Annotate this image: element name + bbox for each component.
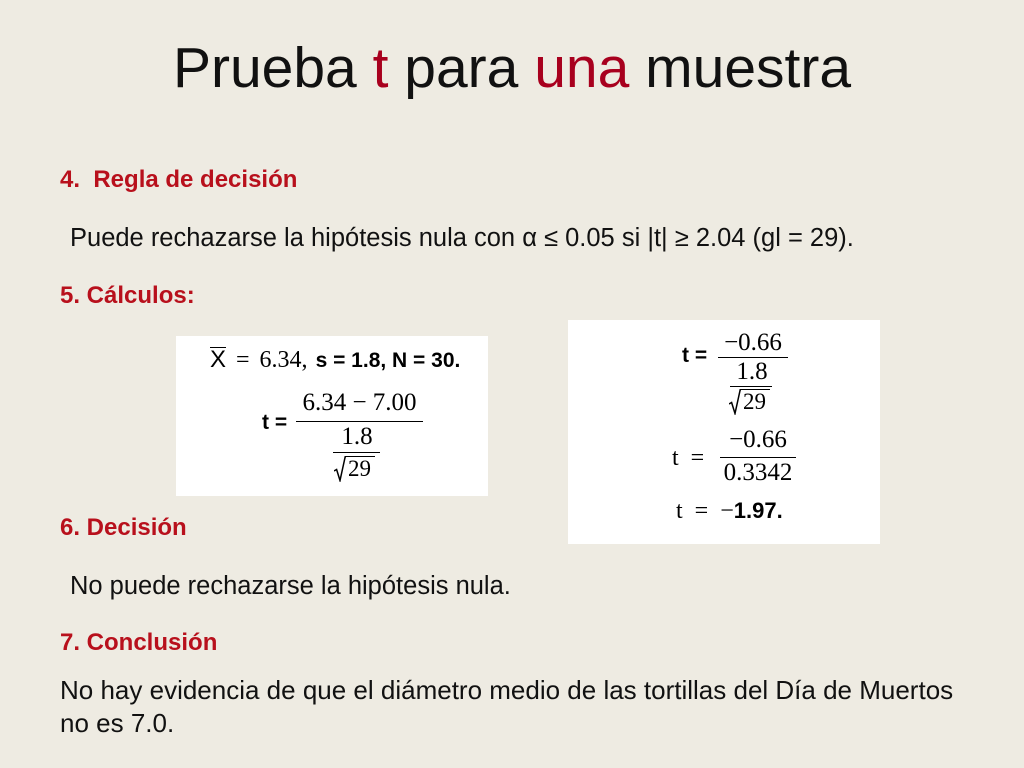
- conclusion-heading: 7. Conclusión: [60, 629, 218, 656]
- title-text-start: Prueba: [172, 36, 373, 100]
- formula-square-root: [334, 456, 375, 482]
- decision-rule-text: Puede rechazarse la hipótesis nula con α ≤ 0.05 si |t| ≥ 2.04 (gl = 29).: [70, 224, 854, 252]
- square-root-argument: 29: [346, 456, 375, 481]
- step2-fraction-bar: [720, 457, 796, 458]
- t-result: [676, 498, 783, 524]
- square-root-radical-icon: [729, 389, 741, 415]
- calculation-panel-right: [568, 320, 880, 544]
- step2-denominator: 0.3342: [723, 459, 793, 486]
- step2-numerator: −0.66: [729, 426, 787, 453]
- square-root-argument: 29: [741, 389, 770, 414]
- calculation-panel-left: [176, 336, 488, 496]
- formula-denominator-sd: 1.8: [341, 423, 373, 450]
- step1-inner-fraction-bar: [730, 386, 772, 387]
- given-values: [210, 347, 460, 375]
- sample-mean-symbol: X: [210, 346, 227, 373]
- square-root-radical-icon: [334, 456, 346, 482]
- title-accent-una: una: [534, 36, 630, 100]
- decision-rule-heading: 4. Regla de decisión: [60, 166, 298, 193]
- formula-inner-fraction-bar: [333, 452, 380, 453]
- step1-numerator: −0.66: [724, 329, 782, 356]
- step1-denominator-sd: 1.8: [736, 358, 768, 385]
- sample-sd-and-size: s = 1.8, N = 30.: [315, 349, 461, 372]
- step1-lhs: t =: [682, 344, 708, 367]
- result-value: 1.97.: [733, 498, 783, 523]
- result-lhs: t = −: [676, 498, 734, 524]
- formula-lhs: t =: [262, 411, 288, 434]
- step1-square-root: [729, 389, 770, 415]
- decision-heading: 6. Decisión: [60, 514, 187, 541]
- formula-numerator: 6.34 − 7.00: [302, 389, 417, 416]
- step2-lhs: t =: [672, 445, 705, 471]
- conclusion-text-line-1: No hay evidencia de que el diámetro medio de las tortillas del Día de Muertos: [60, 675, 954, 705]
- formula-fraction-bar: [296, 421, 423, 422]
- decision-text: No puede rechazarse la hipótesis nula.: [70, 572, 511, 600]
- conclusion-text-line-2: no es 7.0.: [60, 708, 175, 738]
- title-text-end: muestra: [629, 36, 852, 100]
- title-text-middle: para: [388, 36, 535, 100]
- title-accent-t: t: [372, 36, 389, 100]
- sample-mean-value: = 6.34,: [236, 347, 308, 373]
- calculations-heading: 5. Cálculos:: [60, 282, 195, 309]
- slide-title: [0, 36, 1024, 100]
